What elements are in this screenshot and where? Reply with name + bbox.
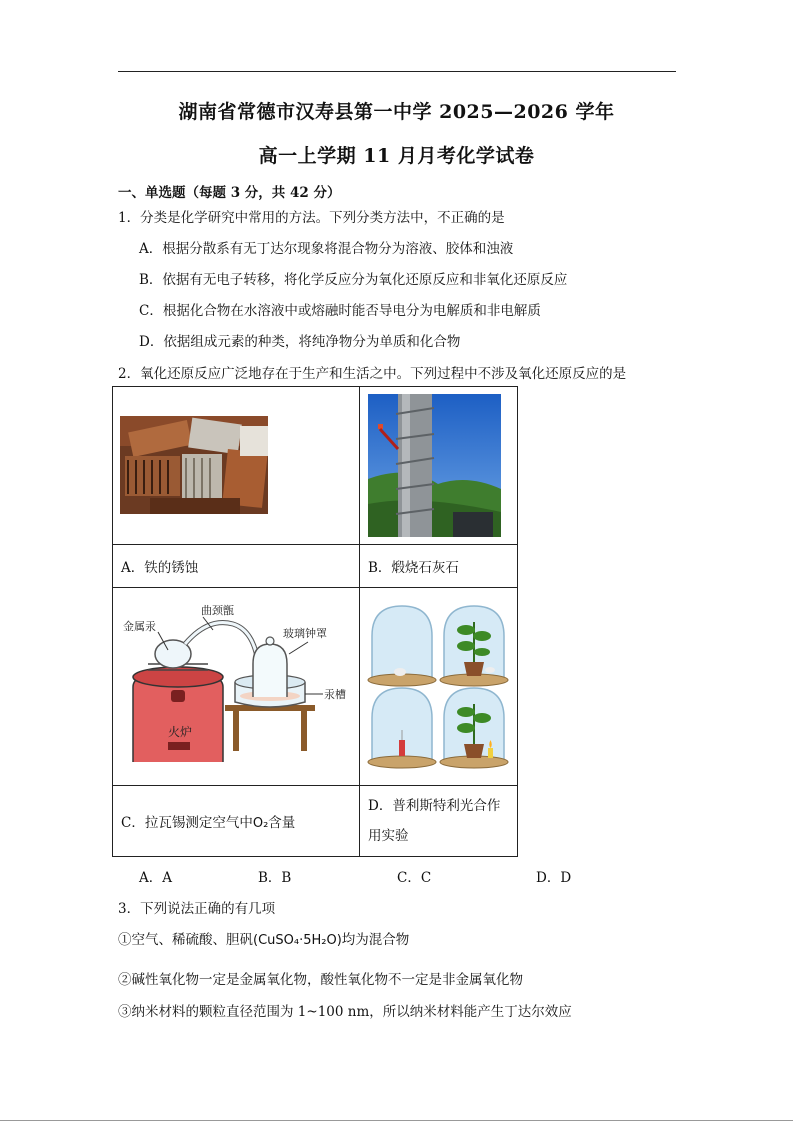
cell-image-b [360,387,518,545]
lavoisier-apparatus-diagram [113,602,357,762]
caption-d [360,786,518,857]
q3-item-1-formula: (CuSO₄·5H₂O) [253,933,342,948]
caption-d-line1: D．普利斯特利光合作 [368,798,501,814]
lime-kiln-tower-photo [368,394,501,537]
q1-option-d: D．依据组成元素的种类，将纯净物分为单质和化合物 [139,334,461,350]
caption-c [113,786,360,857]
q1-stem: 1．分类是化学研究中常用的方法。下列分类方法中，不正确的是 [118,210,505,226]
caption-a: A．铁的锈蚀 [113,545,360,588]
jar-mouse [368,606,436,686]
q3-item-1-pre: ①空气、稀硫酸、胆矾 [118,932,253,948]
label-retort: 曲颈甑 [201,604,234,617]
label-bell-jar: 玻璃钟罩 [283,627,327,640]
caption-b: B．煅烧石灰石 [360,545,518,588]
q1-option-a: A．根据分散系有无丁达尔现象将混合物分为溶液、胶体和浊液 [139,241,514,257]
q2-choice-c: C．C [397,870,432,886]
priestley-bell-jars-illustration [366,600,511,770]
caption-c-formula: O₂ [252,816,269,831]
exam-title-line1: 湖南省常德市汉寿县第一中学 2025—2026 学年 [178,101,615,123]
rusty-iron-photo [120,416,268,514]
q3-item-1-post: 均为混合物 [341,932,410,948]
jar-candle [368,688,436,768]
caption-d-line2: 用实验 [368,828,409,844]
q2-figure-table [112,386,518,857]
cell-image-c [113,588,360,786]
q3-item-3: ③纳米材料的颗粒直径范围为 1~100 nm，所以纳米材料能产生丁达尔效应 [118,1004,572,1020]
jar-candle-plant [440,688,508,768]
caption-c-post: 含量 [268,815,296,831]
q1-option-c: C．根据化合物在水溶液中或熔融时能否导电分为电解质和非电解质 [139,303,541,319]
section-heading: 一、单选题（每题 3 分，共 42 分） [118,185,341,201]
q2-choice-d: D．D [536,870,572,886]
q2-choice-a: A．A [139,870,172,886]
label-furnace: 火炉 [168,725,193,739]
q1-option-b: B．依据有无电子转移，将化学反应分为氧化还原反应和非氧化还原反应 [139,272,568,288]
q3-stem: 3．下列说法正确的有几项 [118,901,276,917]
cell-image-d [360,588,518,786]
q2-choice-b: B．B [258,870,292,886]
q3-item-2: ②碱性氧化物一定是金属氧化物，酸性氧化物不一定是非金属氧化物 [118,972,523,988]
caption-c-pre: C．拉瓦锡测定空气中 [121,815,253,831]
top-rule [118,71,676,72]
cell-image-a [113,387,360,545]
exam-title-line2: 高一上学期 11 月月考化学试卷 [258,145,535,167]
bottom-rule [0,1120,793,1121]
q3-item-1 [118,928,409,948]
label-mercury: 金属汞 [123,620,156,633]
q2-stem: 2．氧化还原反应广泛地存在于生产和生活之中。下列过程中不涉及氧化还原反应的是 [118,366,627,382]
jar-mouse-plant [440,606,508,686]
label-trough: 汞槽 [324,688,346,701]
